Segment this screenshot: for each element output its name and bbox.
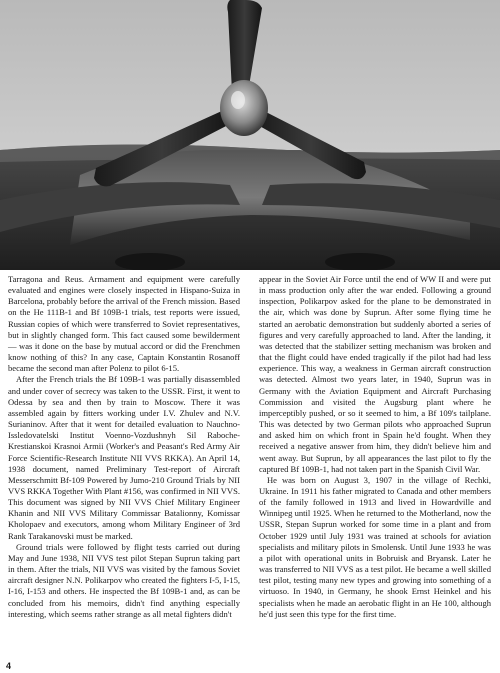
aircraft-photo-image [0, 0, 500, 270]
article-left-column [8, 274, 240, 620]
paragraph: Tarragona and Reus. Armament and equipment were carefully evaluated and engines were closely inspected in Hispano-Suiza in Barcelona, probably before the arrival of the French mission. Based on the He 111B-1 and Bf 109B-1 trials, test reports were issued, Russian copies of which were transferred to Soviet representatives, but in slightly changed form. This fact caused some bewilderment — was it done on the base by mutual accord or did the Frenchmen know nothing of this? In any case, Captain Konstantin Rosanoff became the second man after Polenz to pilot 6-15. [8, 274, 240, 374]
paragraph: appear in the Soviet Air Force until the end of WW II and were put in mass production only after the war ended. Following a ground inspection, Polikarpov asked for the plane to be demonstrated in the air, which was done by Suprun. After some flying time he started an aerobatic demonstration but suddenly aborted a series of figures and very carefully approached to land. After the landing, it was detected that the stabilizer setting mechanism was broken and that the flight could have ended tragically if the pilot had had less experience. This way, a weakness in German aircraft construction was detected. Almost two years later, in 1940, Suprun was in Germany with the Aviation Equipment and Aircraft Purchasing Commission and visited the Augsburg plant where he imperceptibly pushed, or so it seemed to him, a Bf 109's tailplane. This was detected by two German pilots who approached Suprun and asked him on which front in Spain he'd fought. When they received a negative answer from him, they didn't believe him and went away. But Suprun, by all appearances the last pilot to fly the captured Bf 109B-1, had not taken part in the Spanish Civil War. [259, 274, 491, 474]
paragraph: Ground trials were followed by flight tests carried out during May and June 1938, NII VVS test pilot Stepan Suprun taking part in them. After the trials, NII VVS was visited by the famous Soviet aircraft designer N.N. Polikarpov who created the fighters I-5, I-15, I-16, I-153 and others. He inspected the Bf 109B-1 and, as can be concluded from his memoirs, didn't find anything especially interesting, which seems rather strange as all metal fighters didn't [8, 541, 240, 619]
paragraph: After the French trials the Bf 109B-1 was partially disassembled and under cover of secrecy was taken to the USSR. First, it went to Odessa by sea and then by train to Moscow. There it was assembled again by fitters working under I.V. Zhulev and N.V. Surianinov. After that it went for detailed evaluation to Nauchno-Issledovatelski Institut Voenno-Vozdushnyh Sil Raboche-Krestianskoi Krasnoi Armii (Worker's and Peasant's Red Army Air Force Scientific-Research Institute NII VVS RKKA). An April 14, 1938 document, named Preliminary Test-report of Aircraft Messerschmitt Bf-109 Powered by Jumo-210 Ground Trials by NII VVS RKKA Together With Plant #156, was confirmed in NII VVS. This document was signed by NII VVS Chief Military Engineer Khanin and NII VVS Military Commissar Batalionny, Komissar Kholopaev and executors, among whom Military Engineer of 3rd Rank Tarakanovski must be marked. [8, 374, 240, 541]
page-number: 4 [6, 661, 12, 671]
paragraph: He was born on August 3, 1907 in the village of Rechki, Ukraine. In 1911 his father migrated to Canada and other members of the family followed in 1913 and lived in Howardville and Winnipeg until 1925. When he returned to the Motherland, now the USSR, Stepan Suprun worked for some time in a plant and from October 1929 until July 1931 was trained at schools for aviation specialists and military pilots in Smolensk. Until June 1933 he was a pilot with operational units in Bobruisk and Bryansk. Later he was transferred to NII VVS as a test pilot. He became a well skilled test pilot, testing many new types and growing into something of a virtuoso. In 1940, in Germany, he shook Ernst Heinkel and his specialists when he made an aerobatic flight in an He 100, although he'd just seen this type for the first time. [259, 474, 491, 619]
aircraft-photo [0, 0, 500, 270]
article-right-column [259, 274, 491, 620]
